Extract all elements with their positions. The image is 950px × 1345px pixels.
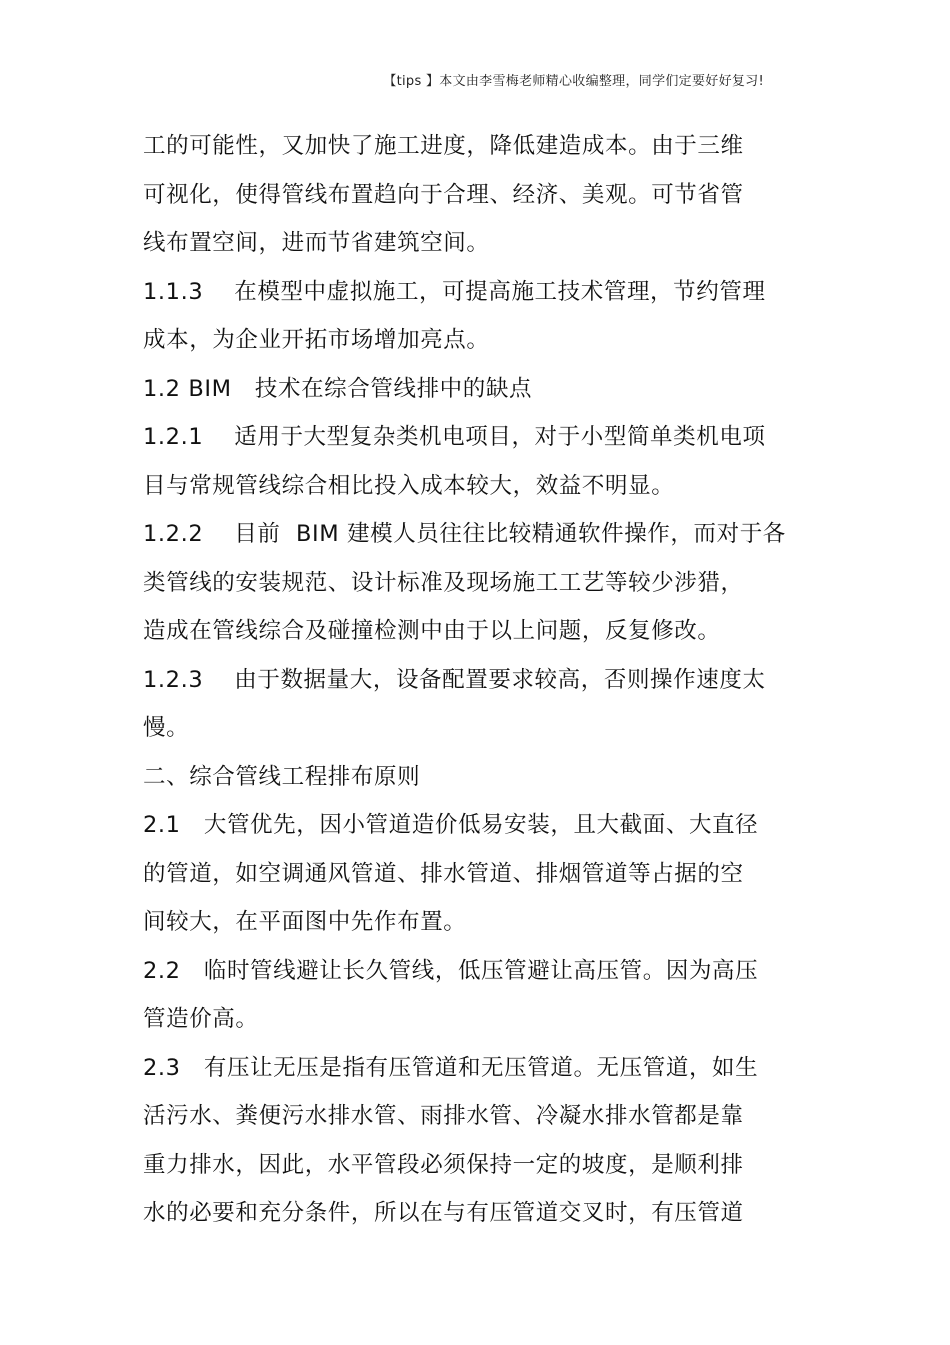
text-line: 2.1 大管优先，因小管道造价低易安装，且大截面、大直径: [143, 812, 759, 838]
text-line: 的管道，如空调通风管道、排水管道、排烟管道等占据的空: [143, 860, 744, 887]
text-line: 活污水、粪便污水排水管、雨排水管、冷凝水排水管都是靠: [143, 1103, 744, 1129]
text-line: 间较大，在平面图中先作布置。: [143, 909, 467, 935]
section-heading: 1.2 BIM 技术在综合管线排中的缺点: [143, 375, 533, 402]
text-line: 工的可能性，又加快了施工进度，降低建造成本。由于三维: [143, 133, 744, 159]
text-line: 线布置空间，进而节省建筑空间。: [143, 230, 490, 256]
text-line: 1.2.2 目前 BIM 建模人员往往比较精通软件操作，而对于各: [143, 521, 786, 547]
text-line: 1.2.1 适用于大型复杂类机电项目，对于小型简单类机电项: [143, 424, 766, 450]
header-tip: 【tips 】本文由李雪梅老师精心收编整理，同学们定要好好复习!: [383, 74, 764, 89]
section-heading: 二、综合管线工程排布原则: [143, 763, 421, 790]
text-line: 慢。: [143, 715, 190, 741]
text-line: 水的必要和充分条件，所以在与有压管道交叉时，有压管道: [143, 1200, 744, 1226]
text-line: 重力排水，因此，水平管段必须保持一定的坡度，是顺利排: [143, 1151, 744, 1178]
text-line: 1.2.3 由于数据量大，设备配置要求较高，否则操作速度太: [143, 666, 766, 693]
text-line: 1.1.3 在模型中虚拟施工，可提高施工技术管理，节约管理: [143, 278, 766, 305]
text-line: 成本，为企业开拓市场增加亮点。: [143, 327, 490, 353]
text-line: 2.3 有压让无压是指有压管道和无压管道。无压管道，如生: [143, 1054, 759, 1081]
document-body: [143, 122, 786, 1238]
text-line: 2.2 临时管线避让长久管线，低压管避让高压管。因为高压: [143, 957, 759, 984]
text-line: 造成在管线综合及碰撞检测中由于以上问题，反复修改。: [143, 618, 721, 644]
text-line: 目与常规管线综合相比投入成本较大，效益不明显。: [143, 472, 675, 499]
text-line: 可视化，使得管线布置趋向于合理、经济、美观。可节省管: [143, 181, 744, 208]
text-line: 类管线的安装规范、设计标准及现场施工工艺等较少涉猎，: [143, 569, 744, 596]
text-line: 管造价高。: [143, 1006, 259, 1032]
